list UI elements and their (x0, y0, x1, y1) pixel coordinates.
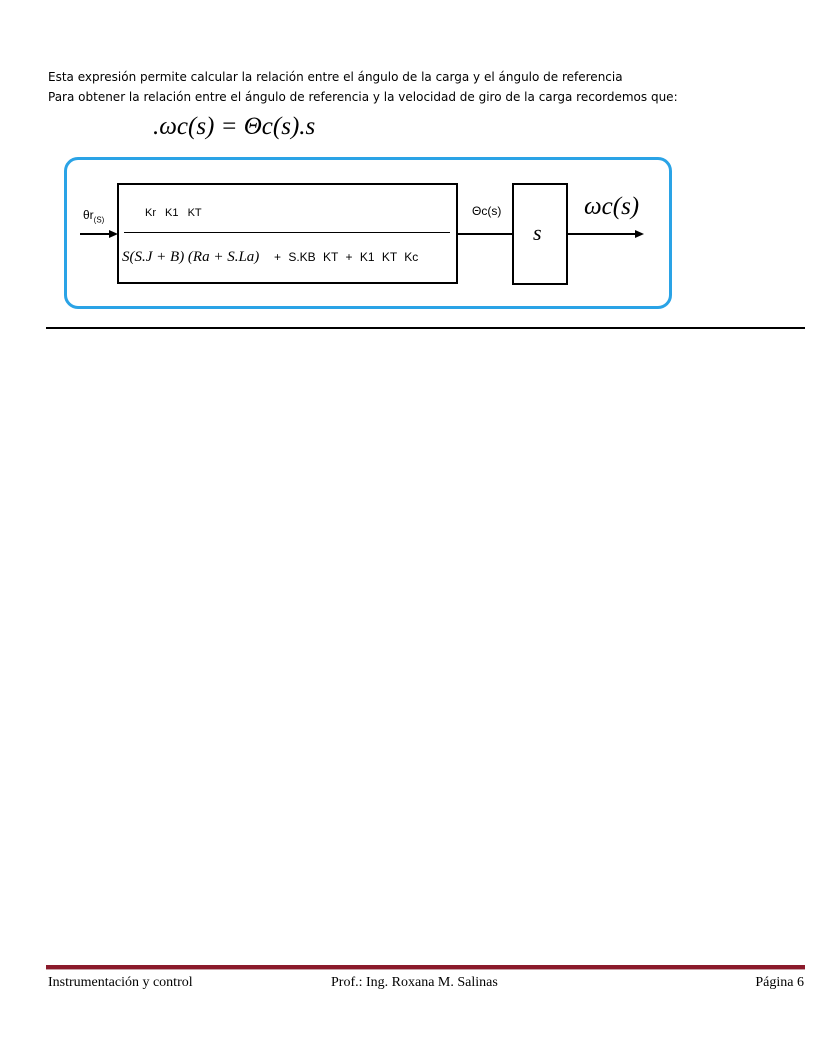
output-label: ωc(s) (584, 193, 640, 220)
footer-rule (46, 965, 805, 970)
footer-author: Prof.: Ing. Roxana M. Salinas (331, 975, 498, 990)
input-label: $\theta r_{(S)}$ (83, 208, 105, 225)
input-arrow-line (80, 233, 110, 235)
paragraph-2: Para obtener la relación entre el ángulo de referencia y la velocidad de giro de la carga recordemos que: (48, 90, 678, 104)
transfer-function-block (117, 183, 458, 284)
paragraph-1: Esta expresión permite calcular la relación entre el ángulo de la carga y el ángulo de referencia (48, 70, 623, 84)
intermediate-signal-line (458, 233, 512, 235)
fraction-line (124, 232, 450, 233)
footer-page-number: Página 6 (755, 975, 804, 990)
equation: .ωc(s) = Θc(s).s (153, 113, 316, 140)
intermediate-signal-label: Θc(s) (472, 204, 502, 218)
derivative-block-label: s (533, 220, 542, 245)
output-arrow-head (635, 230, 644, 238)
transfer-function-denominator-part1: S(S.J + B) (Ra + S.La) (122, 249, 260, 265)
transfer-function-numerator: Kr K1 KT (145, 207, 202, 219)
footer-course-title: Instrumentación y control (48, 975, 193, 990)
section-divider (46, 327, 805, 329)
output-arrow-line (568, 233, 636, 235)
transfer-function-denominator-part2: + S.KB KT + K1 KT Kc (274, 250, 419, 264)
